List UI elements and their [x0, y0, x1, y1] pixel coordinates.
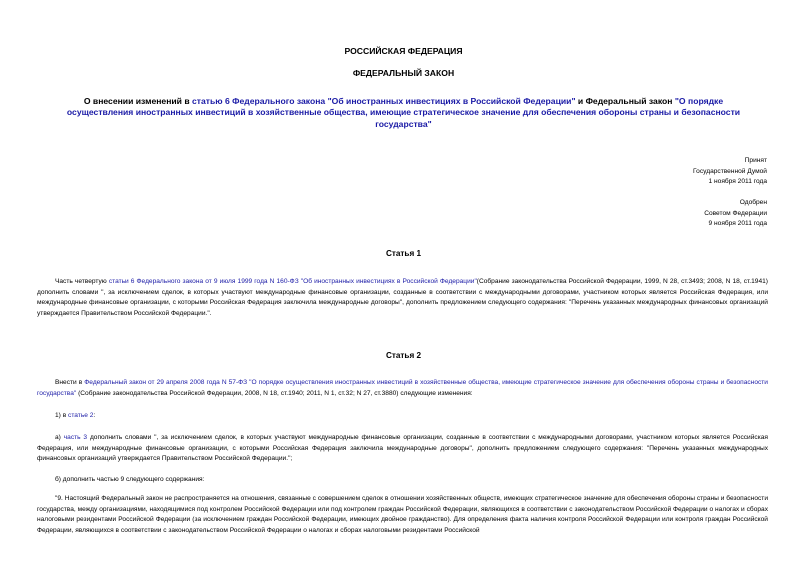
item1-link[interactable]: статье 2 — [68, 412, 94, 419]
article1-text-pre: Часть четвертую — [55, 278, 109, 285]
document-title — [50, 96, 757, 130]
adoption-line3: 1 ноября 2011 года — [708, 178, 767, 186]
article1-heading: Статья 1 — [385, 249, 422, 258]
article2-intro-pre: Внести в — [55, 379, 85, 386]
article2-item-a — [37, 433, 768, 465]
approval-block — [567, 198, 767, 230]
item-a-pre: а) — [55, 434, 64, 441]
title-prefix: О внесении изменений в — [83, 96, 193, 106]
item1-post: : — [93, 412, 96, 419]
title-link-article6[interactable]: статью 6 Федерального закона "Об иностранных инвестициях в Российской Федерации" — [192, 96, 576, 106]
approval-line2: Советом Федерации — [704, 209, 767, 217]
item-a-link[interactable]: часть 3 — [63, 434, 88, 441]
adoption-line2: Государственной Думой — [693, 167, 767, 175]
item-b-text: б) дополнить частью 9 следующего содержания: — [55, 476, 205, 483]
approval-line1: Одобрен — [739, 199, 767, 206]
article1-link[interactable]: статьи 6 Федерального закона от 9 июля 1999 года N 160-ФЗ "Об иностранных инвестициях в Российской Федерации" — [108, 278, 477, 285]
article2-intro — [37, 378, 768, 399]
article2-item-b — [37, 475, 768, 486]
adoption-block — [567, 156, 767, 188]
title-middle: и Федеральный закон — [575, 96, 675, 106]
article1-text — [37, 277, 768, 319]
article2-intro-link[interactable]: Федеральный закон от 29 апреля 2008 года N 57-ФЗ "О порядке осуществления иностранных инвестиций в хозяйственные общества, имеющие стратегическое значение для обеспечения обороны страны и безопасности государства" — [37, 379, 768, 397]
article2-item1 — [37, 411, 768, 422]
item-9-text: "9. Настоящий Федеральный закон не распространяется на отношения, связанные с совершением сделок в отношении хозяйственных обществ, имеющих стратегическое значение для обеспечения обороны страны и безопасности государства, между организациями, находящимися под контролем Российской Федерации или под контролем граждан Российской Федерации, являющихся в соответствии с законодательством Российской Федерации о налогах и сборах налоговыми резидентами Российской Федерации (за исключением граждан Российской Федерации, имеющих двойное гражданство). Для определения факта наличия контроля Российской Федерации или контроля граждан Российской Федерации, являющихся в соответствии с законодательством Российской Федерации о налогах и сборах налоговыми резидентами Российской — [37, 495, 768, 534]
article2-heading: Статья 2 — [385, 351, 422, 360]
law-type-heading: ФЕДЕРАЛЬНЫЙ ЗАКОН — [352, 68, 455, 78]
article2-intro-post: (Собрание законодательства Российской Федерации, 2008, N 18, ст.1940; 2011, N 1, ст.32; N 27, ст.3880) следующие изменения: — [76, 389, 473, 397]
approval-line3: 9 ноября 2011 года — [708, 220, 767, 228]
item1-pre: 1) в — [55, 412, 69, 419]
title-link-law57[interactable]: "О порядке осуществления иностранных инвестиций в хозяйственные общества, имеющие стратегическое значение для обеспечения обороны страны и безопасности государства" — [66, 96, 741, 129]
article2-item-9 — [37, 494, 768, 536]
item-a-post: дополнить словами ", за исключением сделок, в которых участвуют международные финансовые организации, созданные в соответствии с международными договорами, участником которых является Российская Федерация, или международные финансовые организации, с которыми Российская Федерация заключила международные договоры", дополнить предложением следующего содержания: "Перечень указанных международных финансовых организаций утверждается Правительством Российской Федерации."; — [37, 434, 768, 463]
article1-text-post: (Собрание законодательства Российской Федерации, 1999, N 28, ст.3493; 2008, N 18, ст.1941) дополнить словами ", за исключением сделок, в которых участвуют международные финансовые организации, созданные в соответствии с международными договорами, участником которых является Российская Федерация, или международные финансовые организации, с которыми Российская Федерация заключила международные договоры", дополнить предложением следующего содержания: "Перечень указанных международных финансовых организаций утверждается Правительством Российской Федерации.". — [37, 278, 768, 317]
country-heading: РОССИЙСКАЯ ФЕДЕРАЦИЯ — [344, 46, 463, 56]
adoption-line1: Принят — [744, 157, 767, 164]
